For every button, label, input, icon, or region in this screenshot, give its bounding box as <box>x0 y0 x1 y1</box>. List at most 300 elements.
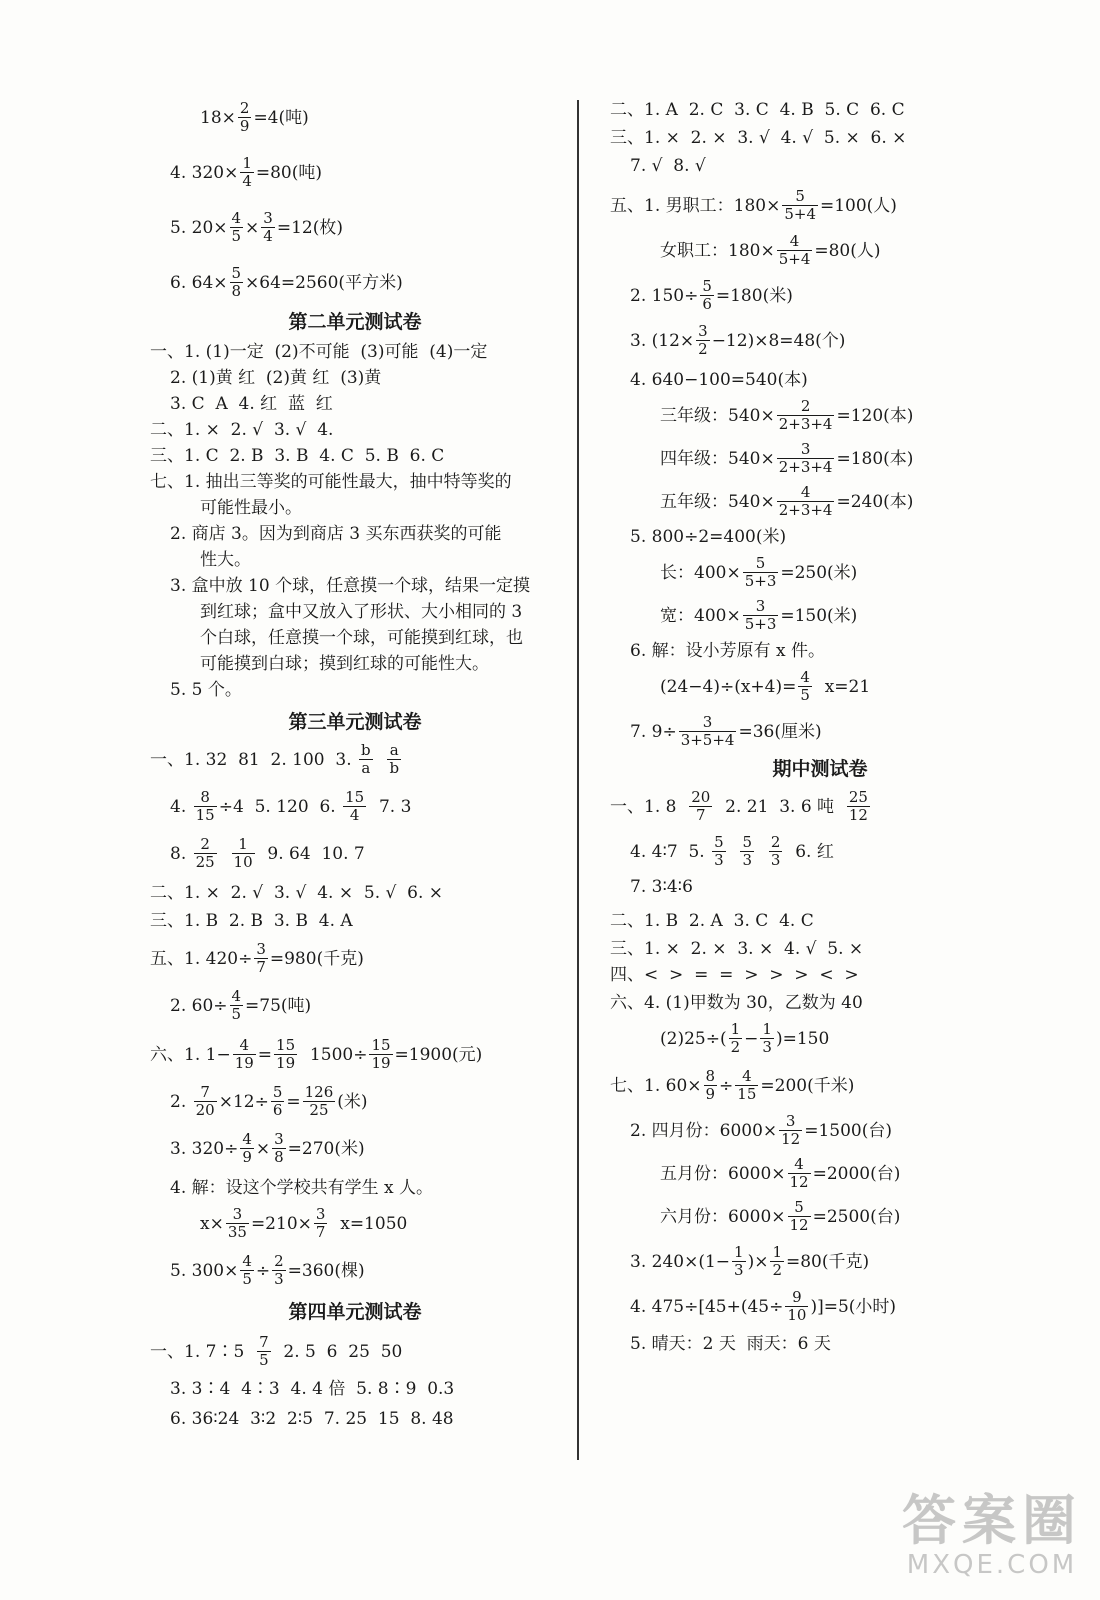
answer-text: =75(吨) <box>245 995 312 1016</box>
fraction-numerator: 2 <box>800 397 811 415</box>
answer-text <box>219 844 230 864</box>
fraction-denominator: 7 <box>696 806 706 824</box>
fraction-denominator: 8 <box>274 1148 284 1166</box>
answer-text: 7. √ 8. √ <box>630 156 706 176</box>
answer-text: = <box>257 1044 273 1065</box>
fraction-denominator: 9 <box>239 117 250 135</box>
fraction-denominator: 5 <box>242 1270 252 1288</box>
answer-text: =1500(台) <box>804 1120 893 1141</box>
answer-text: 可能摸到白球；摸到红球的可能性大。 <box>200 654 489 674</box>
answer-text: =120(本) <box>836 405 914 426</box>
fraction-numerator: 5 <box>714 833 724 851</box>
answer-line <box>610 714 1030 749</box>
answer-text: 三、1. B 2. B 3. B 4. A <box>150 911 353 931</box>
fraction <box>729 1021 743 1056</box>
answer-text: 五月份：6000× <box>660 1163 786 1184</box>
fraction <box>274 1037 297 1072</box>
answer-text: 一、1. 8 <box>610 796 688 817</box>
answer-text: 宽：400× <box>660 605 741 626</box>
answer-text: 3. 320÷ <box>170 1138 239 1159</box>
fraction-denominator: 10 <box>233 853 253 871</box>
fraction-numerator: 4 <box>800 483 811 501</box>
fraction <box>230 988 244 1023</box>
answer-line <box>610 527 1030 547</box>
answer-text: =240(本) <box>836 491 914 512</box>
fraction-denominator: 19 <box>276 1054 296 1072</box>
fraction <box>261 210 275 245</box>
answer-line <box>610 939 1030 959</box>
fraction <box>712 834 726 869</box>
fraction-numerator: 1 <box>772 1243 782 1261</box>
watermark-logo <box>902 1489 1082 1580</box>
answer-line <box>150 446 560 466</box>
answer-line <box>610 669 1030 704</box>
fraction-numerator: 3 <box>755 597 766 615</box>
fraction-denominator: 9 <box>242 1148 252 1166</box>
fraction <box>359 742 373 777</box>
answer-line <box>610 1334 1030 1354</box>
fraction-numerator: 4 <box>742 1067 752 1085</box>
fraction-numerator: 4 <box>242 1252 252 1270</box>
answer-text: 六月份：6000× <box>660 1206 786 1227</box>
answer-line <box>150 628 560 648</box>
answer-line <box>610 911 1030 931</box>
fraction <box>240 1253 254 1288</box>
fraction-denominator: b <box>389 759 400 777</box>
answer-line <box>610 965 1030 985</box>
fraction-denominator: 2+3+4 <box>778 458 833 476</box>
fraction-numerator: 5 <box>794 1198 804 1216</box>
answer-text: =210× <box>250 1213 312 1234</box>
answer-text: (2)25÷( <box>660 1028 727 1049</box>
fraction-denominator: 3 <box>742 851 753 869</box>
answer-line <box>150 210 560 245</box>
answer-line <box>150 265 560 300</box>
fraction-numerator: 25 <box>848 788 868 806</box>
fraction-denominator: 12 <box>789 1216 809 1234</box>
section-heading: 第三单元测试卷 <box>288 711 422 733</box>
answer-text: 3. 盒中放 10 个球，任意摸一个球，结果一定摸 <box>170 576 531 596</box>
fraction-numerator: 3 <box>702 713 713 731</box>
answer-text: 9. 64 10. 7 <box>256 843 365 864</box>
answer-line <box>610 993 1030 1013</box>
fraction-numerator: 15 <box>276 1036 296 1054</box>
answer-line <box>150 420 560 440</box>
answer-line <box>150 498 560 518</box>
answer-text: 可能性最小。 <box>200 498 302 518</box>
answer-text: 七、1. 抽出三等奖的可能性最大，抽中特等奖的 <box>150 472 512 492</box>
fraction-denominator: 6 <box>272 1101 283 1119</box>
fraction <box>777 484 835 519</box>
answer-text: 4. 解：设这个学校共有学生 x 人。 <box>170 1178 434 1198</box>
answer-text: 6. 64× <box>170 272 228 293</box>
fraction-numerator: a <box>389 741 399 759</box>
answer-text: =12(枚) <box>276 217 343 238</box>
answer-line <box>150 836 560 871</box>
answer-text: 2. 商店 3。因为到商店 3 买东西获奖的可能 <box>170 524 502 544</box>
answer-line <box>610 100 1030 120</box>
fraction <box>769 834 783 869</box>
answer-text: 三、1. × 2. × 3. √ 4. √ 5. × 6. × <box>610 128 907 148</box>
answer-text: 七、1. 60× <box>610 1075 702 1096</box>
answer-line <box>150 911 560 931</box>
answer-line <box>150 1409 560 1429</box>
fraction <box>387 742 401 777</box>
answer-text: 6. 36∶24 3∶2 2∶5 7. 25 15 8. 48 <box>170 1409 454 1429</box>
answer-line <box>610 1289 1030 1324</box>
answer-line <box>150 1253 560 1288</box>
fraction-numerator: 1 <box>762 1020 772 1038</box>
answer-text: 4. 4∶7 5. <box>630 841 711 862</box>
answer-text: 4. 320× <box>170 162 239 183</box>
fraction <box>798 669 812 704</box>
watermark-logo-text: 答案圈 <box>902 1489 1082 1552</box>
fraction-denominator: 20 <box>195 1101 215 1119</box>
fraction <box>226 1206 249 1241</box>
fraction-numerator: 3 <box>800 440 811 458</box>
fraction <box>272 1253 286 1288</box>
fraction-denominator: 12 <box>789 1173 809 1191</box>
answer-text: 7. 9÷ <box>630 721 677 742</box>
answer-text: )]=5(小时) <box>810 1296 897 1317</box>
answer-line <box>150 789 560 824</box>
answer-text <box>375 750 386 770</box>
fraction-denominator: 3+5+4 <box>680 731 735 749</box>
answer-text: 8. <box>170 843 192 864</box>
answer-line <box>150 1206 560 1241</box>
answer-text: x=1050 <box>329 1213 408 1234</box>
fraction-denominator: 2+3+4 <box>778 501 833 519</box>
fraction <box>777 398 835 433</box>
answer-text: 三年级：540× <box>660 405 775 426</box>
answer-line <box>150 550 560 570</box>
fraction-denominator: 3 <box>734 1261 744 1279</box>
answer-text: 3. 3∶4 4∶3 4. 4 倍 5. 8∶9 0.3 <box>170 1379 455 1399</box>
fraction-numerator: 5 <box>272 1083 283 1101</box>
fraction <box>760 1021 774 1056</box>
answer-line <box>610 555 1030 590</box>
answer-text: =180(米) <box>715 285 793 306</box>
fraction-denominator: 7 <box>315 1223 326 1241</box>
fraction <box>743 598 779 633</box>
fraction-numerator: 1 <box>238 835 248 853</box>
answer-line <box>150 1334 560 1369</box>
fraction <box>343 789 366 824</box>
answer-line <box>150 394 560 414</box>
answer-line <box>150 524 560 544</box>
fraction-numerator: 4 <box>239 1036 249 1054</box>
fraction-denominator: a <box>361 759 371 777</box>
fraction-denominator: 5 <box>231 1005 242 1023</box>
answer-text: 三、1. C 2. B 3. B 4. C 5. B 6. C <box>150 446 445 466</box>
answer-text: 六、4. (1)甲数为 30，乙数为 40 <box>610 993 863 1013</box>
answer-text: )=150 <box>775 1028 830 1049</box>
answer-text: 到红球；盒中又放入了形状、大小相同的 3 <box>200 602 523 622</box>
fraction <box>732 1244 746 1279</box>
answer-line <box>150 576 560 596</box>
answer-text: x=21 <box>813 676 871 697</box>
answer-text: 2. 60÷ <box>170 995 228 1016</box>
answer-text: × <box>255 1138 271 1159</box>
answer-text: 一、1. 7∶5 <box>150 1341 256 1362</box>
answer-text: =36(厘米) <box>738 721 822 742</box>
answer-line <box>610 598 1030 633</box>
answer-text: 3. (12× <box>630 330 695 351</box>
fraction <box>777 441 835 476</box>
answer-text: = <box>286 1091 301 1112</box>
answer-text: 二、1. A 2. C 3. C 4. B 5. C 6. C <box>610 100 905 120</box>
answer-line <box>150 988 560 1023</box>
fraction <box>770 1244 784 1279</box>
fraction-numerator: 9 <box>792 1288 802 1306</box>
answer-text: =250(米) <box>780 562 858 583</box>
answer-line <box>610 641 1030 661</box>
answer-line <box>150 368 560 388</box>
fraction-denominator: 4 <box>349 806 360 824</box>
fraction-numerator: 4 <box>242 1130 252 1148</box>
fraction-denominator: 19 <box>234 1054 254 1072</box>
fraction <box>272 1131 286 1166</box>
fraction-denominator: 5+4 <box>778 250 811 268</box>
answer-text: 五、1. 男职工：180× <box>610 195 781 216</box>
fraction <box>257 1334 271 1369</box>
answer-line <box>610 370 1030 390</box>
answer-line <box>610 233 1030 268</box>
fraction-denominator: 5+4 <box>784 205 816 223</box>
answer-text: 4. 475÷[45+(45÷ <box>630 1296 784 1317</box>
fraction-numerator: 4 <box>789 232 800 250</box>
fraction-numerator: 8 <box>705 1067 716 1085</box>
watermark-url: MXQE.COM <box>906 1550 1078 1580</box>
fraction-numerator: 1 <box>730 1020 741 1038</box>
answer-text: =980(千克) <box>269 948 364 969</box>
answer-text: 个白球，任意摸一个球，可能摸到红球，也 <box>200 628 523 648</box>
answer-line <box>150 155 560 190</box>
answer-text: 5. 晴天：2 天 雨天：6 天 <box>630 1334 831 1354</box>
answer-text: =80(人) <box>814 240 881 261</box>
fraction-numerator: 3 <box>315 1205 326 1223</box>
answer-text: 五年级：540× <box>660 491 775 512</box>
answer-line <box>150 941 560 976</box>
answer-text: 二、1. × 2. √ 3. √ 4. <box>150 420 334 440</box>
fraction-numerator: 8 <box>200 788 210 806</box>
fraction-denominator: 6 <box>702 295 712 313</box>
answer-line <box>610 1244 1030 1279</box>
fraction <box>777 233 813 268</box>
answer-text: 一、1. (1)一定 (2)不可能 (3)可能 (4)一定 <box>150 342 488 362</box>
fraction <box>271 1084 285 1119</box>
answer-text: 5. 5 个。 <box>170 680 242 700</box>
answer-text: 7. 3∶4∶6 <box>630 877 693 897</box>
answer-text: 4. <box>170 796 192 817</box>
fraction <box>696 323 710 358</box>
answer-text: ÷ <box>255 1260 271 1281</box>
fraction-numerator: 2 <box>200 835 210 853</box>
fraction-denominator: 3 <box>714 851 724 869</box>
fraction-numerator: 5 <box>755 554 766 572</box>
answer-text: =1900(元) <box>394 1044 483 1065</box>
answer-text: 6. 解：设小芳原有 x 件。 <box>630 641 826 661</box>
fraction-denominator: 5 <box>231 227 242 245</box>
fraction-denominator: 2+3+4 <box>778 415 833 433</box>
fraction <box>735 1068 758 1103</box>
answer-text: (24−4)÷(x+4)= <box>660 676 797 697</box>
answer-text: 5. 800÷2=400(米) <box>630 527 787 547</box>
fraction <box>785 1289 808 1324</box>
answer-text: ÷ <box>719 1075 734 1096</box>
answer-line <box>610 323 1030 358</box>
right-column <box>610 100 1030 1354</box>
answer-text: 一、1. 32 81 2. 100 3. <box>150 749 358 770</box>
fraction <box>230 210 244 245</box>
fraction <box>233 1037 256 1072</box>
fraction-numerator: 4 <box>800 668 810 686</box>
answer-text: =80(千克) <box>786 1251 870 1272</box>
answer-text: =180(本) <box>836 448 914 469</box>
fraction-denominator: 25 <box>309 1101 329 1119</box>
fraction-numerator: 3 <box>256 940 266 958</box>
fraction-numerator: 126 <box>304 1083 334 1101</box>
fraction-denominator: 15 <box>195 806 215 824</box>
fraction-numerator: 4 <box>231 209 242 227</box>
fraction <box>743 555 779 590</box>
answer-line <box>150 1131 560 1166</box>
answer-text: 1500÷ <box>299 1044 368 1065</box>
answer-text: =150(米) <box>780 605 858 626</box>
fraction-numerator: 3 <box>785 1112 796 1130</box>
answer-line <box>150 602 560 622</box>
fraction-numerator: 5 <box>742 833 753 851</box>
answer-text: 3. 240×(1− <box>630 1251 731 1272</box>
answer-text: =360(棵) <box>287 1260 365 1281</box>
fraction-denominator: 8 <box>231 282 242 300</box>
answer-text: =80(吨) <box>255 162 323 183</box>
answer-text: (米) <box>337 1091 368 1112</box>
answer-line <box>610 1113 1030 1148</box>
fraction <box>782 188 818 223</box>
fraction <box>314 1206 328 1241</box>
answer-text: 2. 150÷ <box>630 285 699 306</box>
fraction-denominator: 3 <box>770 851 781 869</box>
answer-text: =2000(台) <box>812 1163 901 1184</box>
answer-text: 2. 5 6 25 50 <box>272 1341 403 1362</box>
fraction <box>679 714 737 749</box>
fraction-numerator: 2 <box>770 833 781 851</box>
answer-text: )× <box>747 1251 769 1272</box>
fraction-numerator: 15 <box>345 788 365 806</box>
answer-text: 2. (1)黄 红 (2)黄 红 (3)黄 <box>170 368 382 388</box>
answer-line <box>610 156 1030 176</box>
fraction <box>240 155 254 190</box>
answer-line <box>610 441 1030 476</box>
answer-text: 2. 21 3. 6 吨 <box>714 796 845 817</box>
fraction-numerator: 4 <box>231 987 242 1005</box>
fraction <box>254 941 268 976</box>
answer-text: 四、< > = = > > > < > <box>610 965 859 985</box>
answer-text: =100(人) <box>819 195 897 216</box>
answer-text: 5. 20× <box>170 217 228 238</box>
answer-line <box>610 1068 1030 1103</box>
section-heading: 第四单元测试卷 <box>288 1301 422 1323</box>
answer-text <box>756 842 767 862</box>
answer-text: 二、1. B 2. A 3. C 4. C <box>610 911 814 931</box>
fraction-numerator: 5 <box>231 264 242 282</box>
answer-text: 6. 红 <box>784 841 834 862</box>
fraction <box>194 1084 217 1119</box>
answer-line <box>610 398 1030 433</box>
fraction-denominator: 2 <box>698 340 708 358</box>
answer-text: 四年级：540× <box>660 448 775 469</box>
fraction-numerator: 2 <box>239 99 250 117</box>
answer-line <box>610 789 1030 824</box>
answer-line <box>610 128 1030 148</box>
fraction <box>230 265 244 300</box>
fraction <box>788 1156 811 1191</box>
fraction-denominator: 4 <box>242 172 252 190</box>
fraction-numerator: b <box>361 741 371 759</box>
answer-text: 三、1. × 2. × 3. × 4. √ 5. × <box>610 939 864 959</box>
fraction <box>788 1199 811 1234</box>
answer-text: 2. 四月份：6000× <box>630 1120 778 1141</box>
answer-text: 5. 300× <box>170 1260 239 1281</box>
answer-line <box>610 834 1030 869</box>
fraction-numerator: 5 <box>795 187 805 205</box>
fraction-denominator: 2 <box>730 1038 741 1056</box>
left-column <box>150 100 560 1429</box>
fraction-denominator: 3 <box>274 1270 284 1288</box>
fraction-numerator: 4 <box>794 1155 804 1173</box>
fraction-numerator: 2 <box>274 1252 284 1270</box>
answer-line <box>150 742 560 777</box>
answer-text: 六、1. 1− <box>150 1044 231 1065</box>
answer-line <box>150 654 560 674</box>
answer-line <box>150 680 560 700</box>
fraction <box>847 789 870 824</box>
column-divider <box>577 100 579 1460</box>
fraction-denominator: 15 <box>737 1085 757 1103</box>
fraction-denominator: 19 <box>371 1054 391 1072</box>
answer-text: 五、1. 420÷ <box>150 948 253 969</box>
answer-line <box>150 1037 560 1072</box>
answer-text: ×12÷ <box>218 1091 269 1112</box>
fraction-denominator: 5+3 <box>744 615 777 633</box>
answer-text: 18× <box>200 107 236 128</box>
fraction-numerator: 20 <box>691 788 711 806</box>
answer-line <box>150 1178 560 1198</box>
fraction-numerator: 7 <box>200 1083 210 1101</box>
answer-line <box>150 342 560 362</box>
answer-line <box>150 1084 560 1119</box>
answer-text: − <box>744 1028 759 1049</box>
answer-text: x× <box>200 1213 224 1234</box>
answer-text: 二、1. × 2. √ 3. √ 4. × 5. √ 6. × <box>150 883 444 903</box>
answer-text: 女职工：180× <box>660 240 775 261</box>
answer-line <box>610 188 1030 223</box>
fraction <box>740 834 754 869</box>
fraction <box>689 789 712 824</box>
fraction-numerator: 5 <box>702 277 712 295</box>
fraction <box>232 836 255 871</box>
answer-text: −12)×8=48(个) <box>711 330 846 351</box>
section-heading: 期中测试卷 <box>772 758 868 780</box>
fraction-numerator: 3 <box>698 322 708 340</box>
answer-line <box>610 1021 1030 1056</box>
answer-text: 3. C A 4. 红 蓝 红 <box>170 394 333 414</box>
answer-text: 4. 640−100=540(本) <box>630 370 808 390</box>
fraction-denominator: 3 <box>762 1038 772 1056</box>
answer-text: 性大。 <box>200 550 251 570</box>
answer-text: =270(米) <box>287 1138 365 1159</box>
